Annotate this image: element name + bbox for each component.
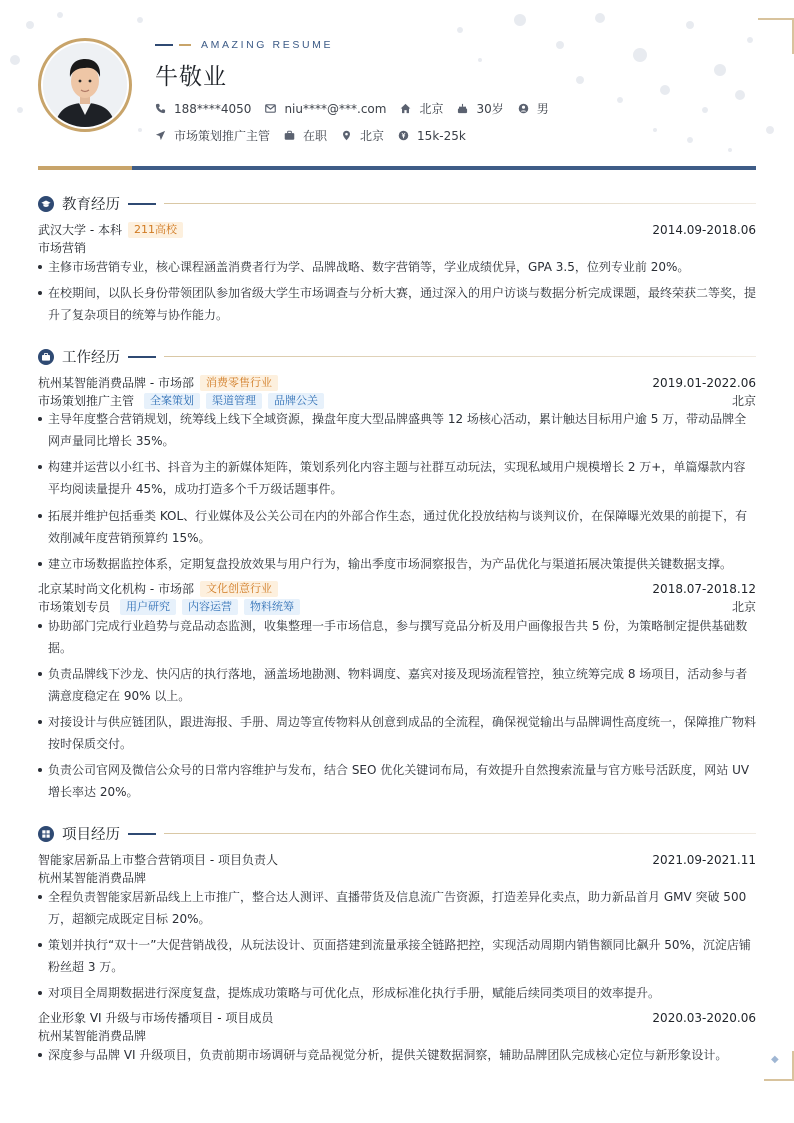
job-intent-row <box>155 127 480 144</box>
gender-icon <box>518 103 529 114</box>
briefcase-icon <box>284 130 295 141</box>
gender-value: 男 <box>536 102 549 116</box>
list-item: 策划并执行“双十一”大促营销战役，从玩法设计、页面搭建到流量承接全链路把控，实现活动周期内销售额同比飙升 50%，沉淀店铺粉丝超 3 万。 <box>38 934 756 978</box>
job-target-item <box>155 127 270 144</box>
job-city: 北京 <box>731 600 756 614</box>
list-item: 深度参与品牌 VI 升级项目，负责前期市场调研与竞品视觉分析，提供关键数据洞察，辅助品牌团队完成核心定位与新形象设计。 <box>38 1044 756 1066</box>
list-item: 在校期间，以队长身份带领团队参加省级大学生市场调查与分析大赛，通过深入的用户访谈与数据分析完成课题，最终荣获二等奖，提升了复杂项目的统筹与协作能力。 <box>38 282 756 326</box>
job-role: 市场策划推广主管 <box>38 394 135 408</box>
list-item: 拓展并维护包括垂类 KOL、行业媒体及公关公司在内的外部合作生态，通过优化投放结构与谈判议价，在保障曝光效果的前提下，有效削减年度营销预算约 15%。 <box>38 505 756 549</box>
project-org: 杭州某智能消费品牌 <box>38 871 147 885</box>
person-photo-icon <box>43 43 127 127</box>
section-title-education: 教育经历 <box>62 197 120 213</box>
email-item <box>265 102 386 116</box>
job-role-row <box>38 392 756 409</box>
skill-tag: 用户研究 <box>120 599 176 615</box>
list-item: 全程负责智能家居新品线上上市推广，整合达人测评、直播带货及信息流广告资源，打造差异化卖点，助力新品首月 GMV 突破 500 万，超额完成既定目标 20%。 <box>38 886 756 930</box>
header-divider <box>38 166 756 170</box>
contact-row <box>155 100 563 117</box>
diamond-icon: ◆ <box>771 1054 779 1065</box>
email-value: niu****@***.com <box>284 101 387 116</box>
corner-ornament-top <box>758 18 794 54</box>
target-city-item <box>341 127 384 144</box>
money-icon <box>398 130 409 141</box>
section-title-projects: 项目经历 <box>62 827 120 843</box>
location-item <box>400 100 443 117</box>
tagline-bar-navy <box>155 44 173 46</box>
header-divider-gold <box>38 166 132 170</box>
company-name: 北京某时尚文化机构 - 市场部 <box>38 582 194 596</box>
section-projects <box>38 823 756 844</box>
project-title: 企业形象 VI 升级与市场传播项目 - 项目成员 <box>38 1011 274 1025</box>
avatar <box>38 38 132 132</box>
project-title: 智能家居新品上市整合营销项目 - 项目负责人 <box>38 853 278 867</box>
job-header <box>38 374 756 391</box>
section-work <box>38 346 756 367</box>
tagline-bar-gold <box>179 44 191 46</box>
major: 市场营销 <box>38 241 87 255</box>
project-header <box>38 1009 756 1026</box>
skill-tag: 渠道管理 <box>206 393 262 409</box>
corner-ornament-bottom <box>764 1051 794 1081</box>
age-item <box>457 100 503 117</box>
skill-tag: 品牌公关 <box>268 393 324 409</box>
home-icon <box>400 103 411 114</box>
location-value: 北京 <box>419 102 444 116</box>
section-line <box>164 203 756 204</box>
job-target-value: 市场策划推广主管 <box>174 129 271 143</box>
salary-value: 15k-25k <box>417 128 466 143</box>
list-item: 负责品牌线下沙龙、快闪店的执行落地，涵盖场地勘测、物料调度、嘉宾对接及现场流程管控，独立统筹完成 8 场项目，活动参与者满意度稳定在 90% 以上。 <box>38 663 756 707</box>
phone-item <box>155 102 251 116</box>
candidate-name: 牛敬业 <box>155 64 227 90</box>
cake-icon <box>457 103 468 114</box>
list-item: 对接设计与供应链团队，跟进海报、手册、周边等宣传物料从创意到成品的全流程，确保视觉输出与品牌调性高度统一，保障推广物料按时保质交付。 <box>38 711 756 755</box>
salary-item <box>398 129 466 143</box>
section-bar <box>128 833 156 835</box>
target-city-value: 北京 <box>360 129 385 143</box>
project-header <box>38 851 756 868</box>
tagline-text: AMAZING RESUME <box>201 39 334 51</box>
job-role-row <box>38 598 756 615</box>
section-bar <box>128 356 156 358</box>
skill-tag: 物料统筹 <box>244 599 300 615</box>
age-value: 30岁 <box>476 102 504 116</box>
send-icon <box>155 130 166 141</box>
education-header <box>38 221 756 238</box>
graduation-cap-icon <box>38 196 54 212</box>
list-item: 协助部门完成行业趋势与竞品动态监测，收集整理一手市场信息，参与撰写竞品分析及用户画像报告共 5 份，为策略制定提供基础数据。 <box>38 615 756 659</box>
job-city: 北京 <box>731 394 756 408</box>
section-bar <box>128 203 156 205</box>
job-header <box>38 580 756 597</box>
job-dates: 2018.07-2018.12 <box>652 581 756 596</box>
section-line <box>164 833 756 834</box>
list-item: 负责公司官网及微信公众号的日常内容维护与发布，结合 SEO 优化关键词布局，有效提升自然搜索流量与官方账号活跃度，网站 UV 增长率达 20%。 <box>38 759 756 803</box>
school-name: 武汉大学 - 本科 <box>38 223 122 237</box>
project-dates: 2021.09-2021.11 <box>652 852 756 867</box>
education-major-row <box>38 239 756 256</box>
section-title-work: 工作经历 <box>62 350 120 366</box>
list-item: 构建并运营以小红书、抖音为主的新媒体矩阵，策划系列化内容主题与社群互动玩法，实现私域用户规模增长 2 万+，单篇爆款内容平均阅读量提升 45%，成功打造多个千万级话题事件。 <box>38 456 756 500</box>
resume-tagline <box>155 39 333 51</box>
job-dates: 2019.01-2022.06 <box>652 375 756 390</box>
company-name: 杭州某智能消费品牌 - 市场部 <box>38 376 194 390</box>
list-item: 对项目全周期数据进行深度复盘，提炼成功策略与可优化点，形成标准化执行手册，赋能后续同类项目的效率提升。 <box>38 982 756 1004</box>
project-dates: 2020.03-2020.06 <box>652 1010 756 1025</box>
status-value: 在职 <box>303 129 328 143</box>
section-line <box>164 356 756 357</box>
project-org: 杭州某智能消费品牌 <box>38 1029 147 1043</box>
status-item <box>284 127 327 144</box>
header-divider-navy <box>132 166 756 170</box>
industry-tag: 文化创意行业 <box>200 581 278 597</box>
map-pin-icon <box>341 130 352 141</box>
list-item: 建立市场数据监控体系，定期复盘投放效果与用户行为，输出季度市场洞察报告，为产品优化与渠道拓展决策提供关键数据支撑。 <box>38 553 756 575</box>
school-tag: 211高校 <box>128 222 183 238</box>
grid-icon <box>38 826 54 842</box>
job-role: 市场策划专员 <box>38 600 111 614</box>
project-org-row <box>38 869 756 886</box>
skill-tag: 全案策划 <box>144 393 200 409</box>
list-item: 主导年度整合营销规划，统筹线上线下全域资源，操盘年度大型品牌盛典等 12 场核心活动，累计触达目标用户逾 5 万，带动品牌全网声量同比增长 35%。 <box>38 408 756 452</box>
list-item: 主修市场营销专业，核心课程涵盖消费者行为学、品牌战略、数字营销等，学业成绩优异，GPA 3.5，位列专业前 20%。 <box>38 256 756 278</box>
phone-value: 188****4050 <box>174 101 252 116</box>
briefcase-icon <box>38 349 54 365</box>
industry-tag: 消费零售行业 <box>200 375 278 391</box>
avatar-photo <box>43 43 127 127</box>
email-icon <box>265 103 276 114</box>
section-education <box>38 193 756 214</box>
education-dates: 2014.09-2018.06 <box>652 222 756 237</box>
project-org-row <box>38 1027 756 1044</box>
gender-item <box>518 100 549 117</box>
phone-icon <box>155 103 166 114</box>
skill-tag: 内容运营 <box>182 599 238 615</box>
